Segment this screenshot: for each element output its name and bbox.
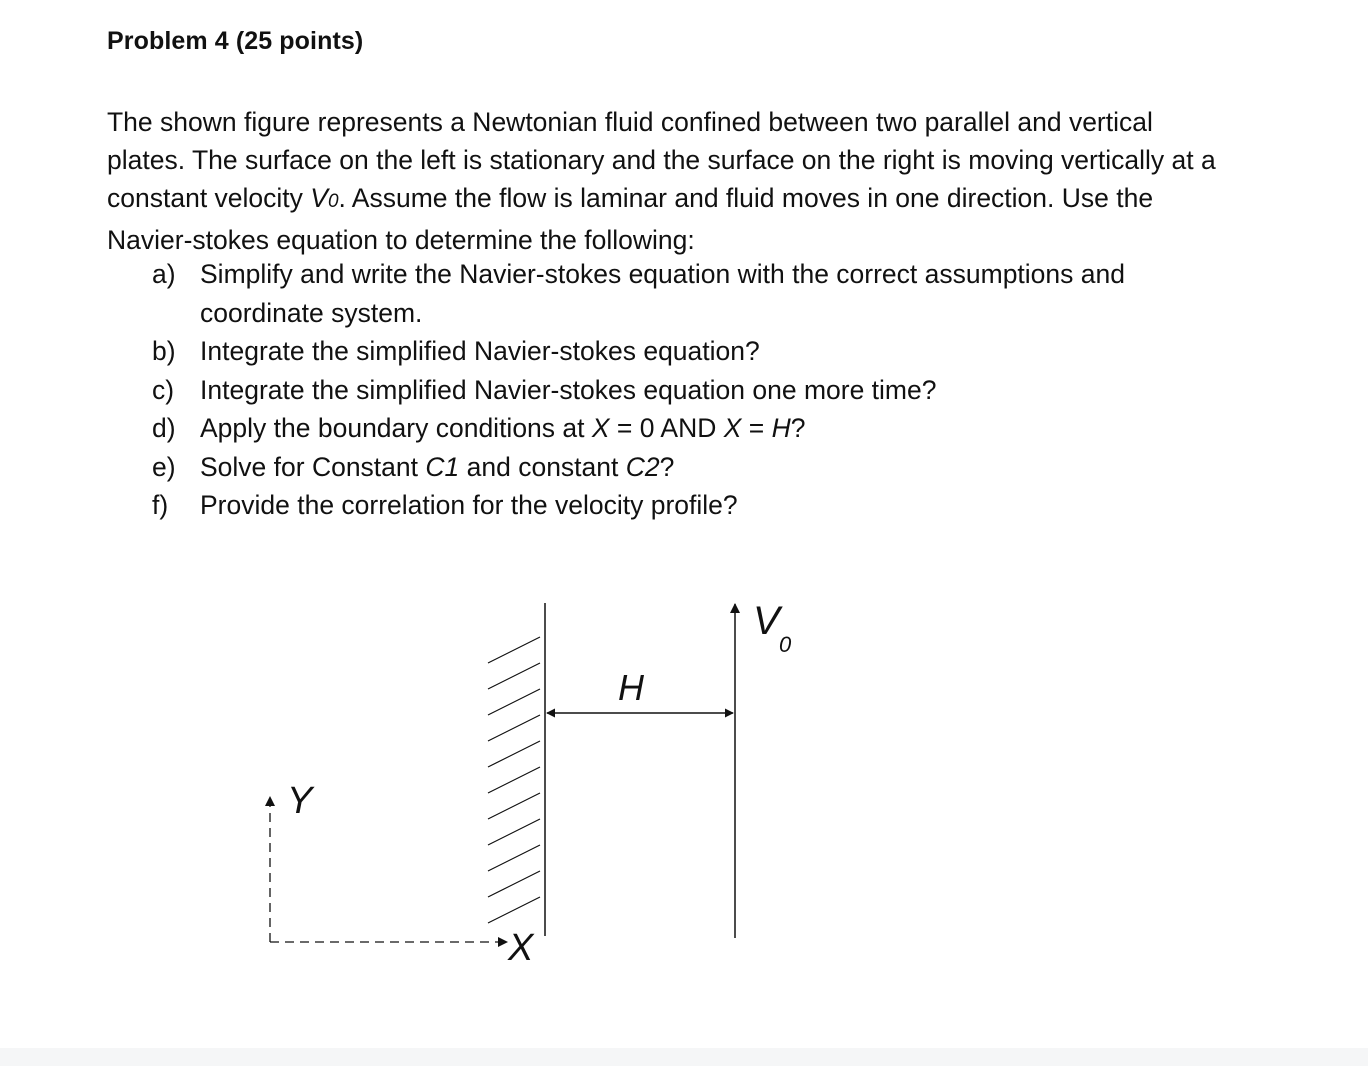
statement-line-1: The shown figure represents a Newtonian fluid confined between two parallel and vertical xyxy=(107,107,1153,137)
task-letter: d) xyxy=(152,413,176,443)
task-letter: c) xyxy=(152,374,175,405)
task-letter: e) xyxy=(152,451,176,482)
task-text: Simplify and write the Navier-stokes equation with the correct assumptions and coordinate system. xyxy=(200,259,1125,328)
task-d-x-symbol: X xyxy=(723,413,742,443)
task-letter: b) xyxy=(152,336,176,366)
stationary-plate-hatching xyxy=(488,637,540,923)
x-axis-label: X xyxy=(508,927,534,969)
velocity-label-subscript: 0 xyxy=(779,632,792,657)
task-d-x-symbol: X xyxy=(591,413,610,443)
task-e-text-1: Solve for Constant xyxy=(200,451,426,482)
task-letter: a) xyxy=(152,259,176,289)
task-e-c2-symbol: C2 xyxy=(625,451,660,482)
y-axis-label: Y xyxy=(287,780,313,822)
task-d-text-1: Apply the boundary conditions at xyxy=(200,413,592,443)
problem-title: Problem 4 (25 points) xyxy=(107,27,364,55)
statement-line-3-start: constant velocity xyxy=(107,183,311,213)
task-text: Integrate the simplified Navier-stokes equation one more time? xyxy=(200,374,937,405)
task-text: Provide the correlation for the velocity profile? xyxy=(200,490,738,520)
task-e-text-2: and constant xyxy=(459,451,626,482)
velocity-subscript: 0 xyxy=(327,191,339,212)
task-e-text-3: ? xyxy=(659,451,675,482)
gap-label: H xyxy=(618,667,644,708)
statement-line-2: plates. The surface on the left is stationary and the surface on the right is moving vertically at a xyxy=(107,145,1216,175)
task-letter: f) xyxy=(152,490,169,520)
statement-line-4: Navier-stokes equation to determine the following: xyxy=(107,225,695,255)
velocity-label: V xyxy=(753,599,780,643)
velocity-symbol: V xyxy=(310,183,328,213)
statement-line-3-end: . Assume the flow is laminar and fluid moves in one direction. Use the xyxy=(338,183,1154,213)
task-d-h-symbol: H xyxy=(771,413,791,443)
task-d-text-2: = 0 AND xyxy=(609,413,724,443)
task-e-c1-symbol: C1 xyxy=(425,451,460,482)
task-text: Integrate the simplified Navier-stokes equation? xyxy=(200,336,760,366)
task-d-text-3: = xyxy=(741,413,772,443)
task-d-text-4: ? xyxy=(790,413,806,443)
